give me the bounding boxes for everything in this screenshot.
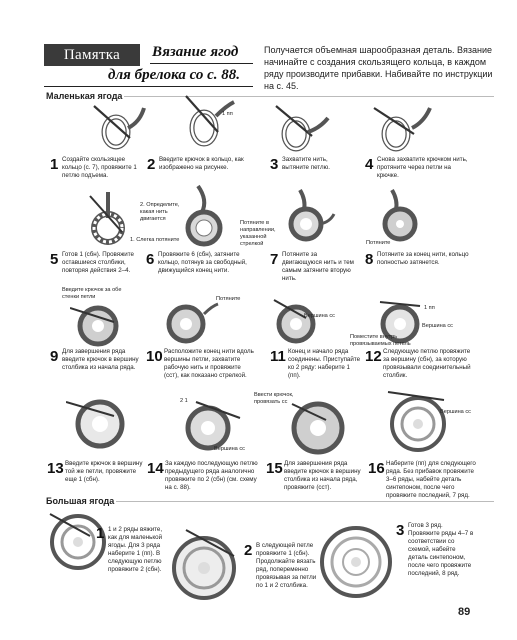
illustration-step-3 (270, 100, 330, 158)
step-caption: Наберите (пп) для следующего ряда. Без прибавок провяжите 3–6 ряды, набейте деталь синтепоном, после чего провяжите последний, 7 ряд. (386, 460, 476, 499)
illustration-step-9 (70, 298, 132, 350)
page-number: 89 (458, 606, 471, 618)
label-top-ss-c: Вершина сс (214, 446, 245, 452)
step-caption: Снова захватите крючком нить, протяните через петли на крючке. (377, 156, 468, 179)
step-number: 8 (365, 251, 374, 268)
illustration-step-7 (280, 186, 336, 248)
step-caption: Следующую петлю провяжите за вершину (сбн), за которую провязывали соединительный столбик. (383, 348, 471, 379)
step-caption: Для завершения ряда введите крючок в вершину столбика из начала ряда, провяжите (сст). (284, 460, 361, 491)
step-number: 14 (147, 460, 164, 477)
section-small-berry: Маленькая ягода (46, 91, 123, 101)
step-number: 15 (266, 460, 283, 477)
illustration-large-2 (170, 526, 242, 602)
step-number: 9 (50, 348, 59, 365)
step-caption: Конец и начало ряда соединены. Приступайте ко 2 ряду: наберите 1 (пп). (288, 348, 361, 379)
label-pull-a: Потяните (216, 296, 241, 302)
step-caption: Провяжите 6 (сбн), затяните кольцо, потянув за свободный, движущийся конец нити. (158, 251, 247, 274)
page-title-line1: Вязание ягод (152, 44, 239, 60)
label-determine-thread: 2. Определите, какая нить двигается (140, 202, 180, 222)
step-number: 5 (50, 251, 59, 268)
step-number: 2 (244, 542, 253, 559)
label-top-ss-a: Вершина сс (304, 313, 335, 319)
label-top-ss-b: Вершина сс (422, 323, 453, 329)
label-pull-b: Потяните (366, 240, 391, 246)
step-number: 11 (270, 348, 286, 365)
illustration-step-8 (374, 186, 430, 248)
page-title-line2: для брелока со с. 88. (108, 67, 241, 83)
step-caption: Готов 1 (сбн). Провяжите оставшиеся столбики, повторяя действия 2–4. (62, 251, 134, 274)
illustration-step-1 (88, 98, 148, 156)
illustration-step-15 (286, 396, 352, 458)
step-number: 13 (47, 460, 64, 477)
illustration-step-11 (270, 296, 326, 348)
step-caption: Потяните за двигающуюся нить и тем самым затяните вторую нить. (282, 251, 354, 282)
step-number: 7 (270, 251, 279, 268)
illustration-step-16 (384, 386, 452, 456)
step-caption: 1 и 2 ряды вяжите, как для маленькой ягоды. Для 3 ряда наберите 1 (пп). В следующую петлю провяжите 2 (сбн). (108, 526, 163, 573)
step-number: 3 (270, 156, 279, 173)
step-number: 3 (396, 522, 405, 539)
label-nums-21: 2 1 (180, 398, 188, 404)
step-number: 10 (146, 348, 163, 365)
step-caption: Создайте скользящее кольцо (с. 7), провяжите 1 петлю подъема. (62, 156, 137, 179)
label-pull-direction: Потяните в направлении, указанной стрелкой (240, 220, 276, 247)
step-number: 1 (50, 156, 59, 173)
step-number: 2 (147, 156, 156, 173)
illustration-large-3 (318, 518, 396, 600)
step-caption: Готов 3 ряд. Провяжите ряды 4–7 в соответствии со схемой, набейте деталь синтепоном, после чего провяжите последний, 8 ряд. (408, 522, 474, 577)
step-caption: Потяните за конец нити, кольцо полностью затянется. (377, 251, 469, 266)
section-rule (116, 501, 494, 502)
step-caption: Введите крючок в вершину той же петли, провяжите еще 1 (сбн). (65, 460, 143, 483)
label-place-inside: Поместите внутрь провязываемых петель (350, 334, 411, 347)
section-large-berry: Большая ягода (46, 496, 115, 506)
intro-text: Получается объемная шарообразная деталь. Вязание начинайте с создания скользящего кольца, в каждом ряду производите прибавки. Набивайте по инструкции на с. 45. (264, 45, 493, 91)
illustration-step-4 (370, 100, 432, 158)
label-pull-slightly: 1. Слегка потяните (130, 237, 180, 243)
step-number: 4 (365, 156, 374, 173)
step-number: 6 (146, 251, 155, 268)
label-insert-ss: Ввести крючок, провязать сс (254, 392, 294, 405)
illustration-step-10 (160, 296, 220, 348)
step-caption: За каждую последующую петлю предыдущего ряда аналогично провяжите по 2 (сбн) (см. схему на с. 88). (165, 460, 258, 491)
title-underline-2 (44, 86, 253, 87)
step-number: 12 (365, 348, 382, 365)
label-insert-hook: Введите крючок за обе стенки петли (62, 287, 122, 300)
label-top-ss-d: Вершина сс (440, 409, 471, 415)
illustration-step-2 (178, 92, 238, 154)
step-caption: Введите крючок в кольцо, как изображено на рисунке. (159, 156, 244, 171)
title-underline-1 (150, 63, 253, 64)
step-number: 1 (96, 525, 105, 542)
label-1pp-a: 1 пп (222, 111, 233, 117)
step-caption: Захватите нить, вытяните петлю. (282, 156, 330, 171)
illustration-step-6 (178, 182, 230, 252)
step-caption: Для завершения ряда введите крючок в вершину столбика из начала ряда. (62, 348, 139, 371)
illustration-step-13 (66, 390, 132, 452)
step-number: 16 (368, 460, 385, 477)
step-caption: В следующей петле провяжите 1 (сбн). Продолжайте вязать ряд, попеременно провязывая за петли по 1 и 2 столбика. (256, 542, 317, 589)
label-1pp-b: 1 пп (424, 305, 435, 311)
step-caption: Расположите конец нити вдоль вершины петли, захватите рабочую нить и провяжите (сст), как показано стрелкой. (164, 348, 254, 379)
memo-badge: Памятка (44, 44, 140, 66)
